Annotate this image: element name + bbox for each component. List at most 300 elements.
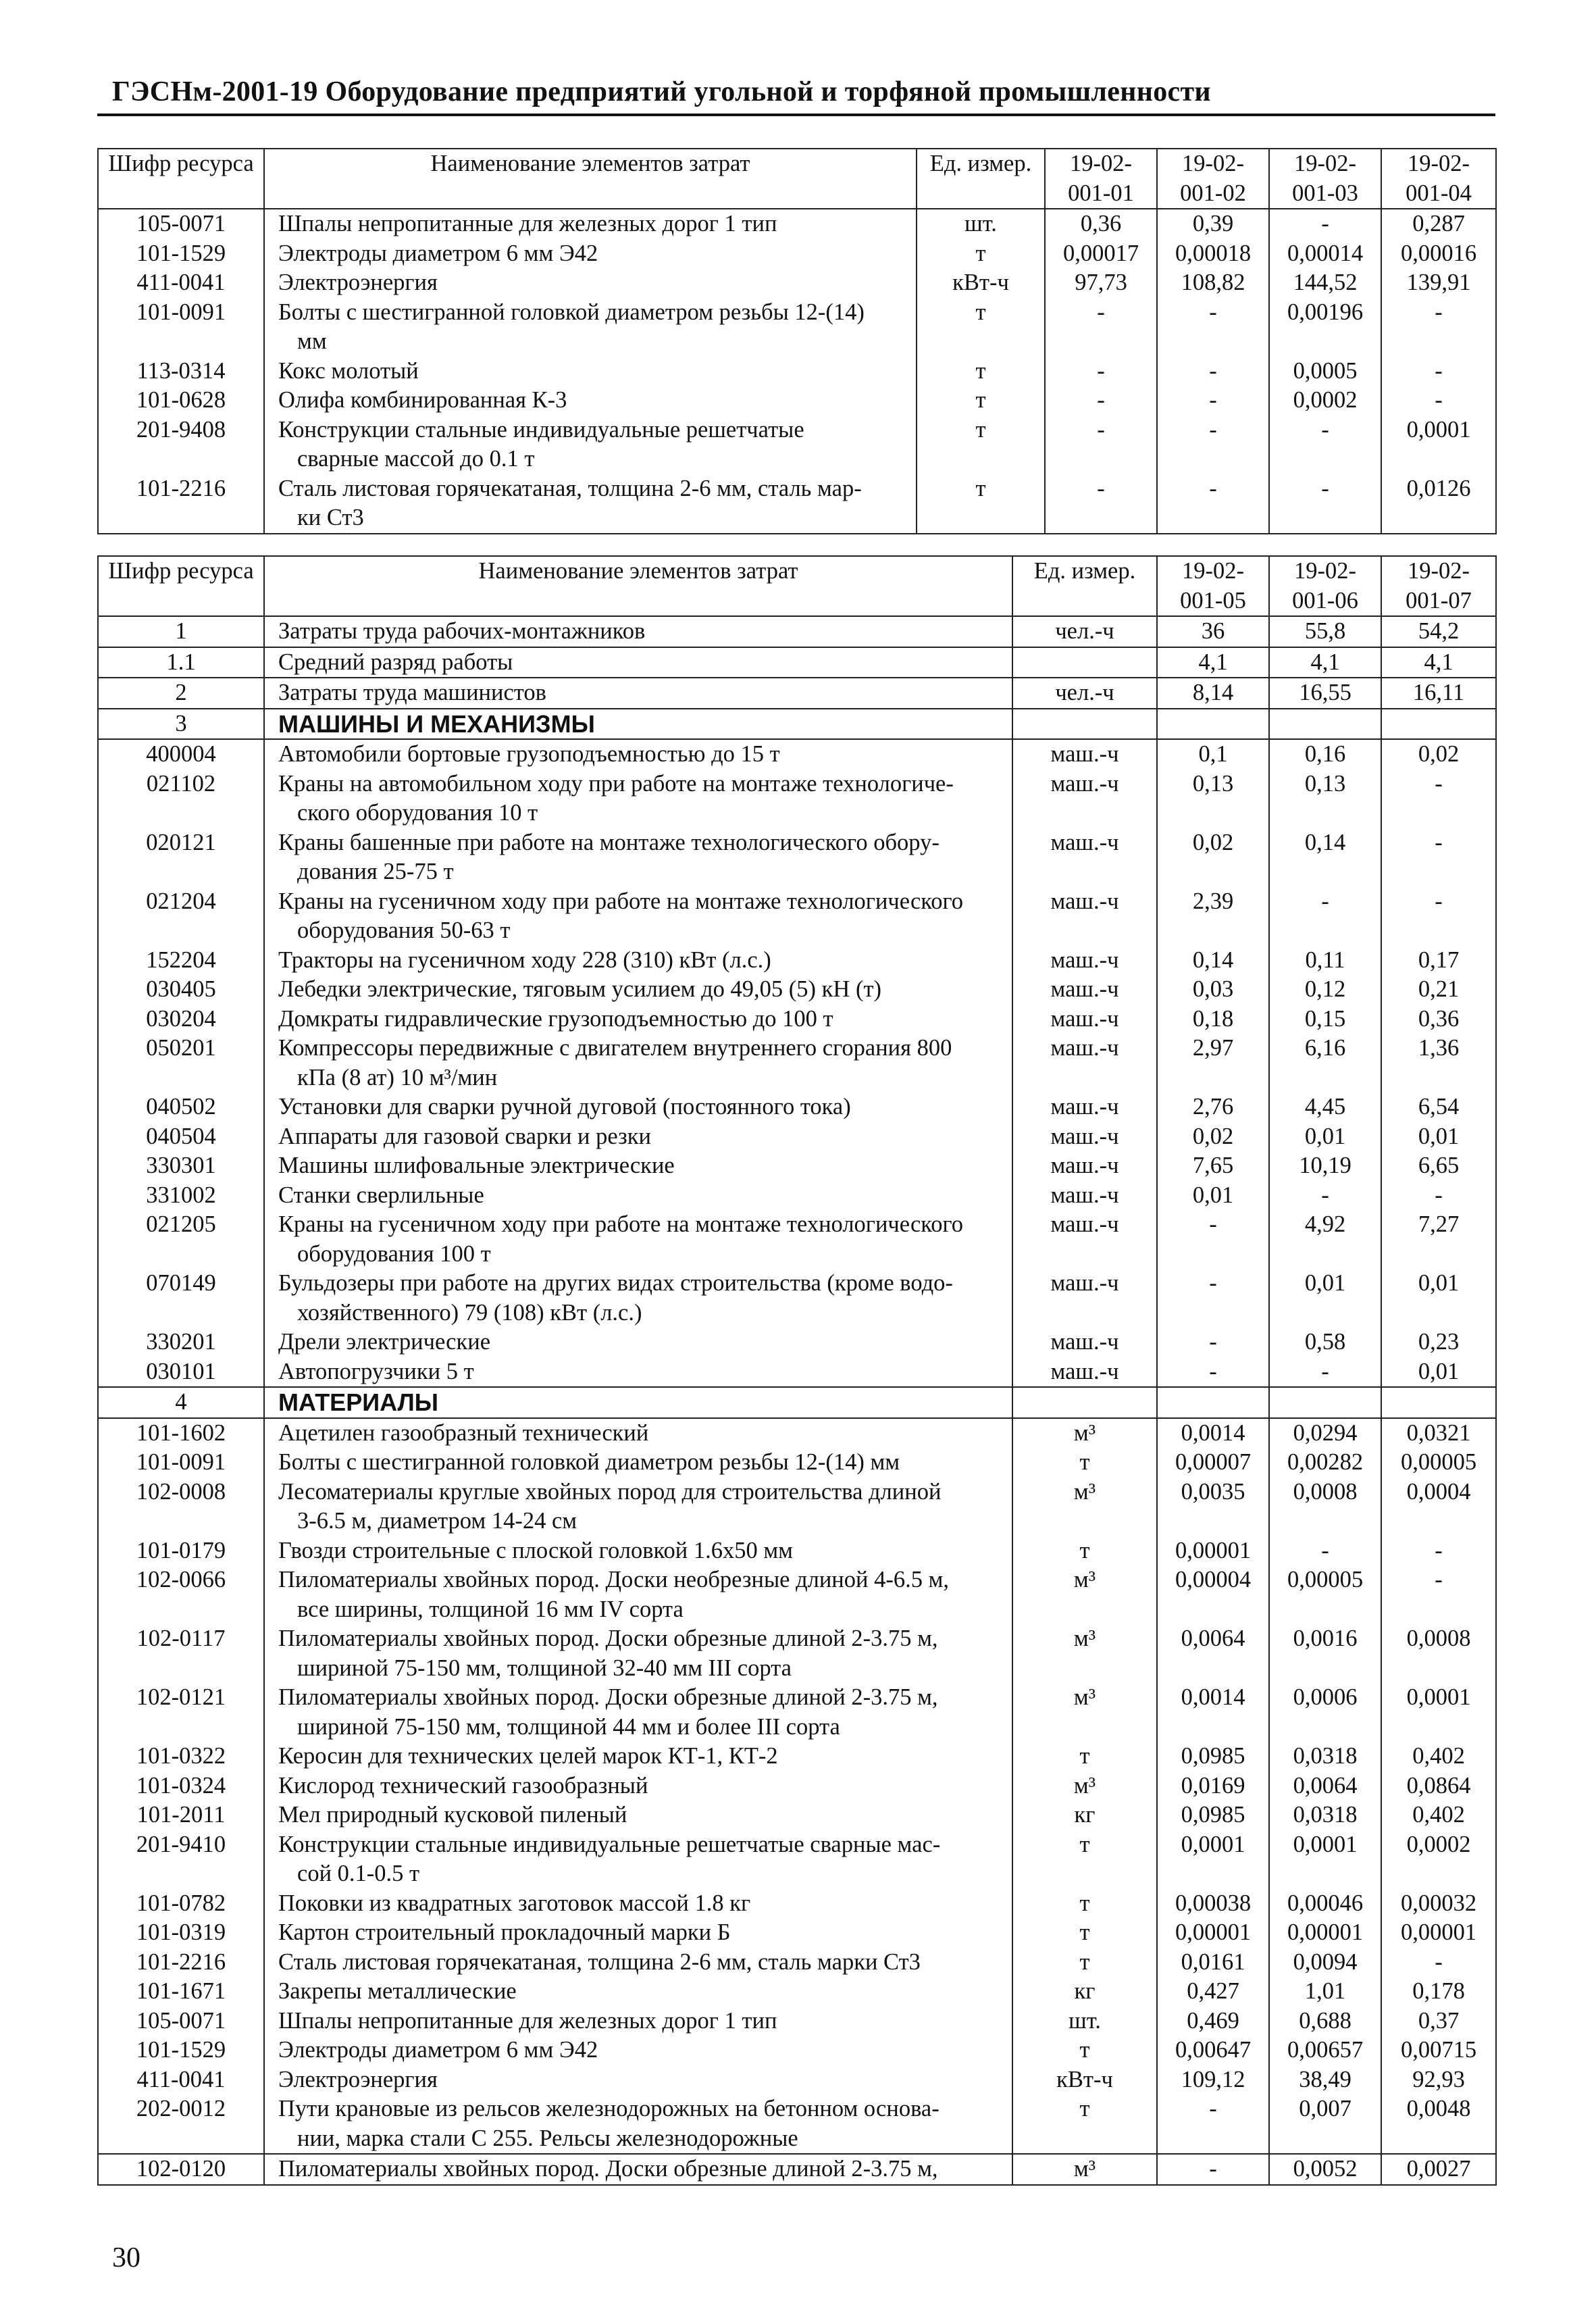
table-row xyxy=(98,678,1496,709)
resource-unit: кг xyxy=(1012,1801,1157,1830)
norm-value: 0,0027 xyxy=(1381,2154,1496,2185)
norm-value: - xyxy=(1381,357,1496,386)
resource-unit: чел.-ч xyxy=(1012,678,1157,709)
resource-name: Гвозди строительные с плоской головкой 1.6х50 мм xyxy=(264,1536,1012,1566)
table-row xyxy=(98,239,1496,269)
norm-value: - xyxy=(1157,1269,1269,1328)
resource-name: Краны на гусеничном ходу при работе на монтаже технологического оборудования 50-63 т xyxy=(264,887,1012,946)
resource-name: Краны на гусеничном ходу при работе на монтаже технологического оборудования 100 т xyxy=(264,1210,1012,1269)
table-row xyxy=(98,1122,1496,1152)
norm-value: 0,402 xyxy=(1381,1801,1496,1830)
norm-value: 109,12 xyxy=(1157,2065,1269,2095)
table-row xyxy=(98,1034,1496,1092)
resource-unit: маш.-ч xyxy=(1012,1210,1157,1269)
resource-unit: маш.-ч xyxy=(1012,1357,1157,1388)
resource-unit: маш.-ч xyxy=(1012,1122,1157,1152)
norm-value: 0,21 xyxy=(1381,975,1496,1005)
norm-value: 0,427 xyxy=(1157,1977,1269,2007)
resource-code: 101-1602 xyxy=(98,1418,264,1449)
resource-code: 411-0041 xyxy=(98,268,264,298)
table-row xyxy=(98,1624,1496,1683)
norm-value: 0,01 xyxy=(1269,1122,1381,1152)
norm-value: 0,469 xyxy=(1157,2007,1269,2036)
norm-value: 0,12 xyxy=(1269,975,1381,1005)
norm-value: 0,007 xyxy=(1269,2094,1381,2154)
resource-code: 102-0121 xyxy=(98,1683,264,1742)
norm-value: 0,0052 xyxy=(1269,2154,1381,2185)
resource-code: 040504 xyxy=(98,1122,264,1152)
resource-name: Шпалы непропитанные для железных дорог 1 тип xyxy=(264,2007,1012,2036)
norm-value: 0,0002 xyxy=(1269,386,1381,416)
header-rule xyxy=(97,114,1495,116)
norm-value: 2,76 xyxy=(1157,1092,1269,1122)
col-header-c3: 19-02- 001-07 xyxy=(1381,556,1496,616)
norm-value: 0,287 xyxy=(1381,209,1496,239)
resource-code: 101-0322 xyxy=(98,1742,264,1771)
resource-unit: кВт-ч xyxy=(1012,2065,1157,2095)
norm-value: 0,01 xyxy=(1157,1181,1269,1211)
norm-value: - xyxy=(1157,1328,1269,1357)
norm-value: 6,65 xyxy=(1381,1151,1496,1181)
resource-name: Шпалы непропитанные для железных дорог 1 тип xyxy=(264,209,917,239)
norm-value: 0,14 xyxy=(1157,946,1269,976)
table-row xyxy=(98,386,1496,416)
norm-value: 6,54 xyxy=(1381,1092,1496,1122)
table-row xyxy=(98,1478,1496,1536)
norm-value: - xyxy=(1157,2094,1269,2154)
norm-value: 0,16 xyxy=(1269,739,1381,770)
norm-value: 54,2 xyxy=(1381,616,1496,647)
resource-unit: м³ xyxy=(1012,2154,1157,2185)
resource-name: Пиломатериалы хвойных пород. Доски обрезные длиной 2-3.75 м, шириной 75-150 мм, толщиной 32-40 мм III сорта xyxy=(264,1624,1012,1683)
norm-value: 0,00032 xyxy=(1381,1889,1496,1919)
table-row xyxy=(98,1918,1496,1948)
table-row xyxy=(98,1948,1496,1978)
resource-code: 102-0117 xyxy=(98,1624,264,1683)
resource-name: Электроэнергия xyxy=(264,2065,1012,2095)
table-row xyxy=(98,1092,1496,1122)
resource-name: Конструкции стальные индивидуальные решетчатые сварные массой до 0.1 т xyxy=(264,416,917,474)
norm-value: 97,73 xyxy=(1045,268,1157,298)
table-row xyxy=(98,739,1496,770)
resource-code: 101-1529 xyxy=(98,2036,264,2065)
resource-unit: маш.-ч xyxy=(1012,739,1157,770)
resource-code: 101-1671 xyxy=(98,1977,264,2007)
norm-value: - xyxy=(1381,770,1496,828)
norm-value: 0,13 xyxy=(1157,770,1269,828)
resource-name: Краны на автомобильном ходу при работе на монтаже технологиче- ского оборудования 10 т xyxy=(264,770,1012,828)
col-header-unit: Ед. измер. xyxy=(917,149,1045,209)
norm-value: - xyxy=(1381,1565,1496,1624)
table-row xyxy=(98,946,1496,976)
norm-value: - xyxy=(1381,887,1496,946)
norm-value xyxy=(1381,1387,1496,1418)
resource-name: Болты с шестигранной головкой диаметром резьбы 12-(14) мм xyxy=(264,1448,1012,1478)
table-row xyxy=(98,1830,1496,1889)
resource-unit: т xyxy=(1012,1536,1157,1566)
resource-code: 152204 xyxy=(98,946,264,976)
norm-value: 0,00647 xyxy=(1157,2036,1269,2065)
norm-value: 0,0014 xyxy=(1157,1418,1269,1449)
norm-value: 0,0006 xyxy=(1269,1683,1381,1742)
norm-value: - xyxy=(1157,386,1269,416)
resource-code: 050201 xyxy=(98,1034,264,1092)
resource-unit: м³ xyxy=(1012,1624,1157,1683)
resource-code: 102-0008 xyxy=(98,1478,264,1536)
norm-value: 1,36 xyxy=(1381,1034,1496,1092)
norm-value: 0,02 xyxy=(1157,828,1269,887)
norm-value: - xyxy=(1269,887,1381,946)
resource-code: 101-0091 xyxy=(98,298,264,357)
resource-code: 021102 xyxy=(98,770,264,828)
table-row xyxy=(98,1269,1496,1328)
col-header-c1: 19-02- 001-05 xyxy=(1157,556,1269,616)
norm-value: 0,0014 xyxy=(1157,1683,1269,1742)
norm-value: 0,02 xyxy=(1157,1122,1269,1152)
resource-name: Сталь листовая горячекатаная, толщина 2-6 мм, сталь мар- ки Ст3 xyxy=(264,474,917,534)
resource-name: Затраты труда машинистов xyxy=(264,678,1012,709)
norm-value: 16,11 xyxy=(1381,678,1496,709)
resource-code: 101-0324 xyxy=(98,1771,264,1801)
resource-code: 021204 xyxy=(98,887,264,946)
table-row xyxy=(98,1328,1496,1357)
norm-value: 0,00715 xyxy=(1381,2036,1496,2065)
norm-value: 0,0016 xyxy=(1269,1624,1381,1683)
norm-value: - xyxy=(1269,1536,1381,1566)
resource-name: Станки сверлильные xyxy=(264,1181,1012,1211)
resource-name: Затраты труда рабочих-монтажников xyxy=(264,616,1012,647)
table-row xyxy=(98,616,1496,647)
resource-code: 102-0066 xyxy=(98,1565,264,1624)
resource-name: Домкраты гидравлические грузоподъемностью до 100 т xyxy=(264,1005,1012,1034)
norm-value: - xyxy=(1381,1536,1496,1566)
resource-code: 3 xyxy=(98,709,264,740)
col-header-c4: 19-02- 001-04 xyxy=(1381,149,1496,209)
resource-unit: маш.-ч xyxy=(1012,975,1157,1005)
table-row xyxy=(98,709,1496,740)
resource-name: Пути крановые из рельсов железнодорожных на бетонном основа- нии, марка стали С 255. Рельсы железнодорожные xyxy=(264,2094,1012,2154)
norm-value: 0,58 xyxy=(1269,1328,1381,1357)
resource-code: 101-0179 xyxy=(98,1536,264,1566)
norm-value: 0,02 xyxy=(1381,739,1496,770)
norm-value: - xyxy=(1269,416,1381,474)
resource-unit: т xyxy=(1012,1448,1157,1478)
norm-value: 16,55 xyxy=(1269,678,1381,709)
norm-value: 0,00016 xyxy=(1381,239,1496,269)
resource-name: Кислород технический газообразный xyxy=(264,1771,1012,1801)
resource-name: Кокс молотый xyxy=(264,357,917,386)
resource-unit: чел.-ч xyxy=(1012,616,1157,647)
norm-value: 0,00657 xyxy=(1269,2036,1381,2065)
norm-value: 0,01 xyxy=(1381,1357,1496,1388)
norm-value: 0,00018 xyxy=(1157,239,1269,269)
resource-unit: м³ xyxy=(1012,1418,1157,1449)
norm-value: 0,0004 xyxy=(1381,1478,1496,1536)
norm-value: 0,01 xyxy=(1381,1269,1496,1328)
norm-value: 0,39 xyxy=(1157,209,1269,239)
norm-value: - xyxy=(1157,416,1269,474)
resource-unit: шт. xyxy=(917,209,1045,239)
table-row xyxy=(98,1151,1496,1181)
resource-code: 030405 xyxy=(98,975,264,1005)
resource-unit: маш.-ч xyxy=(1012,1034,1157,1092)
resource-unit xyxy=(1012,709,1157,740)
table-row xyxy=(98,1771,1496,1801)
norm-value: 6,16 xyxy=(1269,1034,1381,1092)
resource-code: 101-1529 xyxy=(98,239,264,269)
resource-name: Мел природный кусковой пиленый xyxy=(264,1801,1012,1830)
resource-name: Сталь листовая горячекатаная, толщина 2-6 мм, сталь марки Ст3 xyxy=(264,1948,1012,1978)
resource-name: Пиломатериалы хвойных пород. Доски необрезные длиной 4-6.5 м, все ширины, толщиной 16 мм IV сорта xyxy=(264,1565,1012,1624)
norm-value: 139,91 xyxy=(1381,268,1496,298)
norm-value: 0,0008 xyxy=(1269,1478,1381,1536)
col-header-c2: 19-02- 001-06 xyxy=(1269,556,1381,616)
resource-name: Дрели электрические xyxy=(264,1328,1012,1357)
resource-code: 021205 xyxy=(98,1210,264,1269)
resource-name: Ацетилен газообразный технический xyxy=(264,1418,1012,1449)
resource-name: Краны башенные при работе на монтаже технологического обору- дования 25-75 т xyxy=(264,828,1012,887)
norm-value: 0,14 xyxy=(1269,828,1381,887)
norm-value: - xyxy=(1269,1181,1381,1211)
resource-name: Электроэнергия xyxy=(264,268,917,298)
norm-value: 7,27 xyxy=(1381,1210,1496,1269)
resource-table-2 xyxy=(97,555,1497,2186)
norm-value: 0,00001 xyxy=(1381,1918,1496,1948)
resource-name: Лебедки электрические, тяговым усилием до 49,05 (5) кН (т) xyxy=(264,975,1012,1005)
resource-code: 331002 xyxy=(98,1181,264,1211)
norm-value: 0,11 xyxy=(1269,946,1381,976)
norm-value: 0,03 xyxy=(1157,975,1269,1005)
resource-code: 2 xyxy=(98,678,264,709)
norm-value: - xyxy=(1045,357,1157,386)
norm-value: 2,97 xyxy=(1157,1034,1269,1092)
norm-value: 0,0318 xyxy=(1269,1801,1381,1830)
resource-unit: т xyxy=(1012,1830,1157,1889)
resource-name: Электроды диаметром 6 мм Э42 xyxy=(264,239,917,269)
norm-value: - xyxy=(1269,474,1381,534)
resource-unit: кг xyxy=(1012,1977,1157,2007)
resource-code: 102-0120 xyxy=(98,2154,264,2185)
resource-code: 201-9410 xyxy=(98,1830,264,1889)
resource-code: 201-9408 xyxy=(98,416,264,474)
resource-unit: м³ xyxy=(1012,1478,1157,1536)
resource-code: 030204 xyxy=(98,1005,264,1034)
table-row xyxy=(98,298,1496,357)
col-header-name: Наименование элементов затрат xyxy=(264,556,1012,616)
norm-value: 0,0321 xyxy=(1381,1418,1496,1449)
table-row xyxy=(98,2154,1496,2185)
norm-value: 0,0126 xyxy=(1381,474,1496,534)
resource-name: Болты с шестигранной головкой диаметром резьбы 12-(14) мм xyxy=(264,298,917,357)
resource-name: Закрепы металлические xyxy=(264,1977,1012,2007)
norm-value: 0,00046 xyxy=(1269,1889,1381,1919)
norm-value: 0,00038 xyxy=(1157,1889,1269,1919)
norm-value: 0,0169 xyxy=(1157,1771,1269,1801)
resource-name: МАТЕРИАЛЫ xyxy=(264,1387,1012,1418)
resource-name: Олифа комбинированная К-3 xyxy=(264,386,917,416)
norm-value xyxy=(1269,1387,1381,1418)
norm-value: 0,0001 xyxy=(1381,416,1496,474)
resource-name: Поковки из квадратных заготовок массой 1.8 кг xyxy=(264,1889,1012,1919)
norm-value: 0,15 xyxy=(1269,1005,1381,1034)
resource-code: 101-0782 xyxy=(98,1889,264,1919)
norm-value: - xyxy=(1045,298,1157,357)
norm-value: 10,19 xyxy=(1269,1151,1381,1181)
norm-value: 0,0001 xyxy=(1157,1830,1269,1889)
norm-value: - xyxy=(1157,298,1269,357)
norm-value: 0,0064 xyxy=(1269,1771,1381,1801)
resource-unit: маш.-ч xyxy=(1012,1092,1157,1122)
resource-code: 202-0012 xyxy=(98,2094,264,2154)
norm-value: 0,36 xyxy=(1381,1005,1496,1034)
resource-name: Машины шлифовальные электрические xyxy=(264,1151,1012,1181)
page-header-title: ГЭСНм-2001-19 Оборудование предприятий угольной и торфяной промышленности xyxy=(112,76,1211,107)
norm-value: 38,49 xyxy=(1269,2065,1381,2095)
col-header-c2: 19-02- 001-02 xyxy=(1157,149,1269,209)
table-row xyxy=(98,2065,1496,2095)
norm-value xyxy=(1381,709,1496,740)
norm-value: 0,0048 xyxy=(1381,2094,1496,2154)
resource-unit: т xyxy=(917,298,1045,357)
resource-code: 040502 xyxy=(98,1092,264,1122)
table-row xyxy=(98,2007,1496,2036)
norm-value: 0,0035 xyxy=(1157,1478,1269,1536)
resource-unit: т xyxy=(917,239,1045,269)
norm-value: 8,14 xyxy=(1157,678,1269,709)
norm-value: 36 xyxy=(1157,616,1269,647)
resource-name: МАШИНЫ И МЕХАНИЗМЫ xyxy=(264,709,1012,740)
norm-value: 4,1 xyxy=(1157,647,1269,678)
table-header-row xyxy=(98,149,1496,209)
norm-value: 0,00005 xyxy=(1381,1448,1496,1478)
norm-value xyxy=(1269,709,1381,740)
norm-value: 0,00196 xyxy=(1269,298,1381,357)
table-row xyxy=(98,887,1496,946)
norm-value: 0,00001 xyxy=(1157,1918,1269,1948)
resource-unit: т xyxy=(917,357,1045,386)
resource-code: 101-2011 xyxy=(98,1801,264,1830)
resource-code: 101-0628 xyxy=(98,386,264,416)
resource-code: 330201 xyxy=(98,1328,264,1357)
norm-value: 0,00001 xyxy=(1269,1918,1381,1948)
table-row xyxy=(98,1889,1496,1919)
resource-name: Бульдозеры при работе на других видах строительства (кроме водо- хозяйственного) 79 (108) кВт (л.с.) xyxy=(264,1269,1012,1328)
norm-value xyxy=(1157,1387,1269,1418)
resource-unit: маш.-ч xyxy=(1012,1005,1157,1034)
resource-name: Автомобили бортовые грузоподъемностью до 15 т xyxy=(264,739,1012,770)
resource-unit: шт. xyxy=(1012,2007,1157,2036)
table-row xyxy=(98,1801,1496,1830)
norm-value: 0,178 xyxy=(1381,1977,1496,2007)
norm-value: - xyxy=(1381,1948,1496,1978)
norm-value: 0,688 xyxy=(1269,2007,1381,2036)
resource-unit: т xyxy=(1012,1889,1157,1919)
table-row xyxy=(98,770,1496,828)
norm-value: - xyxy=(1157,1210,1269,1269)
norm-value: - xyxy=(1381,386,1496,416)
norm-value: - xyxy=(1045,386,1157,416)
norm-value: 0,23 xyxy=(1381,1328,1496,1357)
resource-code: 411-0041 xyxy=(98,2065,264,2095)
resource-code: 070149 xyxy=(98,1269,264,1328)
resource-code: 1.1 xyxy=(98,647,264,678)
resource-code: 105-0071 xyxy=(98,2007,264,2036)
norm-value: - xyxy=(1157,1357,1269,1388)
norm-value: 0,0005 xyxy=(1269,357,1381,386)
norm-value: 0,36 xyxy=(1045,209,1157,239)
resource-code: 4 xyxy=(98,1387,264,1418)
resource-unit: маш.-ч xyxy=(1012,1151,1157,1181)
table-row xyxy=(98,1565,1496,1624)
resource-name: Электроды диаметром 6 мм Э42 xyxy=(264,2036,1012,2065)
norm-value: 0,00014 xyxy=(1269,239,1381,269)
norm-value: - xyxy=(1269,1357,1381,1388)
table-header-row xyxy=(98,556,1496,616)
norm-value: - xyxy=(1381,828,1496,887)
table-row xyxy=(98,1742,1496,1771)
norm-value: 0,0008 xyxy=(1381,1624,1496,1683)
resource-code: 101-0091 xyxy=(98,1448,264,1478)
norm-value: 0,0985 xyxy=(1157,1801,1269,1830)
norm-value: 1,01 xyxy=(1269,1977,1381,2007)
table-row xyxy=(98,647,1496,678)
resource-unit: маш.-ч xyxy=(1012,946,1157,976)
table-row xyxy=(98,268,1496,298)
table-row xyxy=(98,357,1496,386)
resource-unit: т xyxy=(1012,1948,1157,1978)
resource-code: 1 xyxy=(98,616,264,647)
resource-unit: кВт-ч xyxy=(917,268,1045,298)
resource-unit: маш.-ч xyxy=(1012,1181,1157,1211)
norm-value: 2,39 xyxy=(1157,887,1269,946)
norm-value: 0,0064 xyxy=(1157,1624,1269,1683)
table-row xyxy=(98,474,1496,534)
resource-unit: м³ xyxy=(1012,1683,1157,1742)
resource-unit: маш.-ч xyxy=(1012,887,1157,946)
norm-value: 4,1 xyxy=(1269,647,1381,678)
resource-name: Картон строительный прокладочный марки Б xyxy=(264,1918,1012,1948)
table-row xyxy=(98,416,1496,474)
resource-table-1 xyxy=(97,148,1497,534)
resource-code: 030101 xyxy=(98,1357,264,1388)
table-row xyxy=(98,1357,1496,1388)
norm-value: 4,1 xyxy=(1381,647,1496,678)
norm-value: 108,82 xyxy=(1157,268,1269,298)
norm-value: - xyxy=(1045,474,1157,534)
col-header-name: Наименование элементов затрат xyxy=(264,149,917,209)
resource-name: Лесоматериалы круглые хвойных пород для строительства длиной 3-6.5 м, диаметром 14-24 см xyxy=(264,1478,1012,1536)
table-row xyxy=(98,1005,1496,1034)
resource-unit: т xyxy=(1012,2094,1157,2154)
norm-value: 0,00282 xyxy=(1269,1448,1381,1478)
table-row xyxy=(98,2036,1496,2065)
norm-value: 0,37 xyxy=(1381,2007,1496,2036)
resource-unit: м³ xyxy=(1012,1565,1157,1624)
col-header-unit: Ед. измер. xyxy=(1012,556,1157,616)
table-row xyxy=(98,975,1496,1005)
table-row xyxy=(98,2094,1496,2154)
resource-unit: т xyxy=(917,416,1045,474)
norm-value: 144,52 xyxy=(1269,268,1381,298)
resource-unit: т xyxy=(1012,1742,1157,1771)
resource-unit: маш.-ч xyxy=(1012,828,1157,887)
resource-unit: т xyxy=(917,474,1045,534)
norm-value: 0,0094 xyxy=(1269,1948,1381,1978)
resource-unit: м³ xyxy=(1012,1771,1157,1801)
table-row xyxy=(98,1448,1496,1478)
norm-value: - xyxy=(1381,298,1496,357)
resource-code: 400004 xyxy=(98,739,264,770)
